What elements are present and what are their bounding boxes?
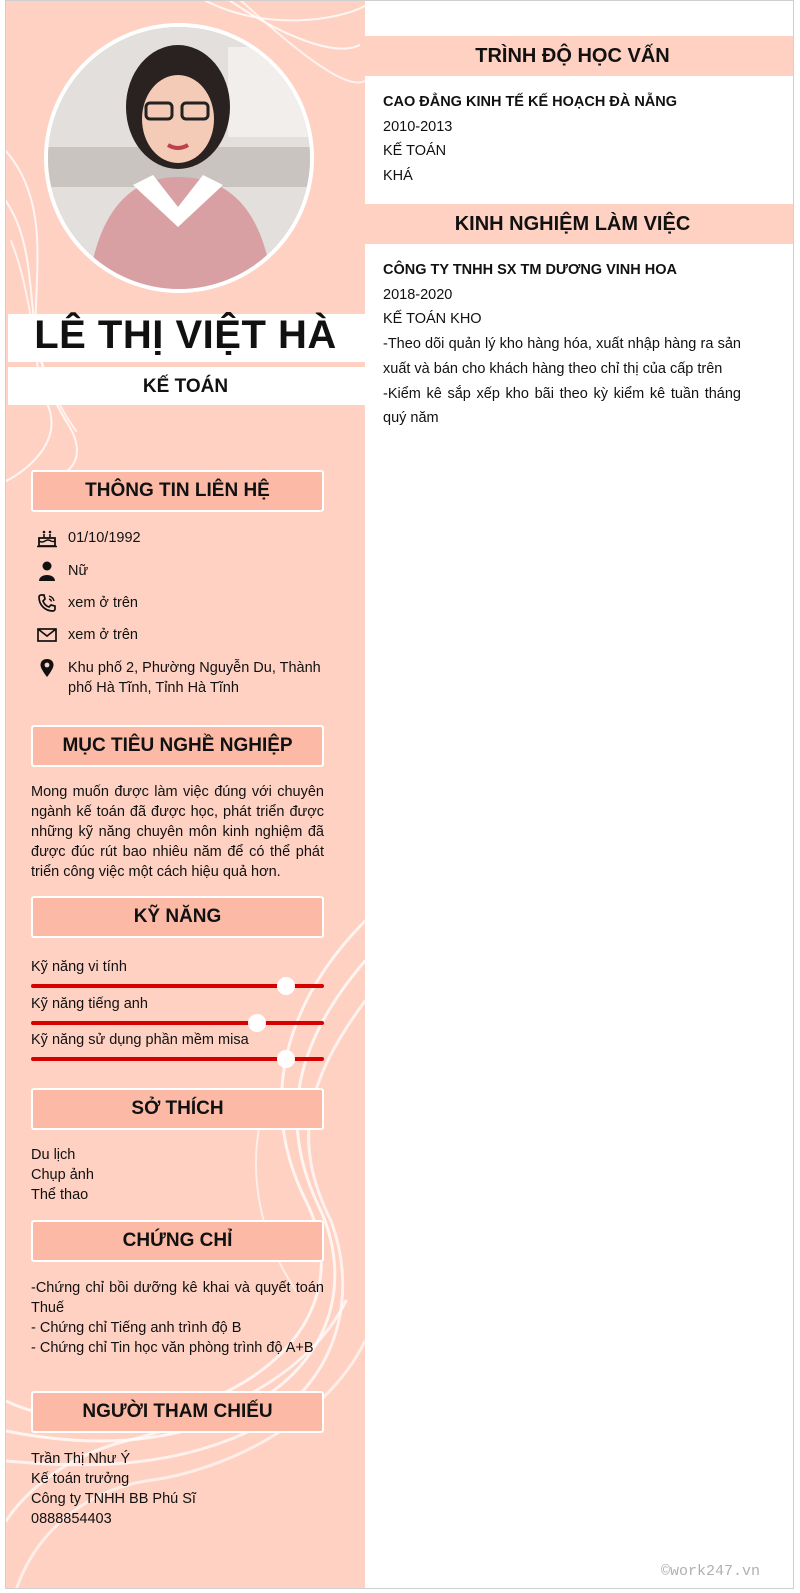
references-heading: NGƯỜI THAM CHIẾU (31, 1391, 324, 1433)
hobby-item: Chụp ảnh (31, 1167, 94, 1183)
reference-line: 0888854403 (31, 1511, 112, 1527)
experience-duty: -Kiểm kê sắp xếp kho bãi theo kỳ kiểm kê tuần tháng quý năm (383, 385, 741, 427)
education-grade: KHÁ (383, 168, 413, 185)
person-icon (36, 561, 58, 581)
certificates-list (31, 1278, 324, 1358)
skill-bar (31, 984, 324, 988)
skill-label: Kỹ năng tiếng anh (31, 996, 148, 1012)
experience-position: KẾ TOÁN KHO (383, 311, 482, 328)
skill-bar (31, 1021, 324, 1025)
education-heading: TRÌNH ĐỘ HỌC VẤN (475, 45, 670, 67)
hobby-item: Du lịch (31, 1147, 76, 1163)
birthday-text: 01/10/1992 (68, 530, 141, 546)
hobbies-list (31, 1145, 324, 1205)
address-text: Khu phố 2, Phường Nguyễn Du, Thành phố Hà Tĩnh, Tỉnh Hà Tĩnh (68, 660, 321, 696)
job-title: KẾ TOÁN (142, 376, 229, 397)
reference-line: Trần Thị Như Ý (31, 1451, 131, 1467)
education-school: CAO ĐẲNG KINH TẾ KẾ HOẠCH ĐÀ NẴNG (383, 94, 678, 110)
mail-icon (36, 625, 58, 645)
gender-text: Nữ (68, 563, 89, 579)
cake-icon (36, 528, 58, 548)
skill-bar (31, 1057, 324, 1061)
skill-knob (277, 977, 295, 995)
experience-heading: KINH NGHIỆM LÀM VIỆC (454, 213, 691, 235)
objective-heading: MỤC TIÊU NGHỀ NGHIỆP (31, 725, 324, 767)
candidate-name: LÊ THỊ VIỆT HÀ (34, 313, 337, 357)
certificate-item: - Chứng chỉ Tiếng anh trình độ B (31, 1320, 242, 1336)
experience-period: 2018-2020 (383, 286, 453, 303)
hobby-item: Thể thao (31, 1187, 89, 1203)
education-major: KẾ TOÁN (383, 143, 447, 160)
location-pin-icon (36, 658, 58, 678)
experience-company: CÔNG TY TNHH SX TM DƯƠNG VINH HOA (383, 262, 678, 278)
email-text: xem ở trên (68, 627, 138, 643)
skill-knob (277, 1050, 295, 1068)
cv-page (5, 0, 794, 1589)
profile-photo (44, 23, 314, 293)
certificate-item: - Chứng chỉ Tin học văn phòng trình độ A+B (31, 1340, 314, 1356)
skill-label: Kỹ năng vi tính (31, 959, 127, 975)
references-list (31, 1449, 324, 1529)
reference-line: Kế toán trưởng (31, 1471, 130, 1487)
phone-text: xem ở trên (68, 595, 138, 611)
education-details (383, 90, 741, 189)
phone-icon (36, 593, 58, 613)
reference-line: Công ty TNHH BB Phú Sĩ (31, 1491, 196, 1507)
skills-heading: KỸ NĂNG (31, 896, 324, 938)
certificate-item: -Chứng chỉ bồi dưỡng kê khai và quyết toán Thuế (31, 1280, 324, 1316)
education-period: 2010-2013 (383, 118, 453, 135)
sidebar (6, 1, 365, 1589)
objective-text: Mong muốn được làm việc đúng với chuyên ngành kế toán đã được học, phát triển được những kỹ năng chuyên môn kinh nghiệm đã được đúc rút bao nhiêu năm để có thể phát triển công việc một cách hiệu quả hơn. (31, 784, 324, 880)
certificates-heading: CHỨNG CHỈ (31, 1220, 324, 1262)
skill-label: Kỹ năng sử dụng phần mềm misa (31, 1032, 249, 1048)
watermark: ©work247.vn (660, 1563, 760, 1580)
skill-knob (248, 1014, 266, 1032)
experience-duty: -Theo dõi quản lý kho hàng hóa, xuất nhập hàng ra sản xuất và bán cho khách hàng theo chỉ thị của cấp trên (383, 336, 741, 377)
experience-details (383, 258, 741, 431)
hobbies-heading: SỞ THÍCH (31, 1088, 324, 1130)
contact-heading: THÔNG TIN LIÊN HỆ (31, 470, 324, 512)
